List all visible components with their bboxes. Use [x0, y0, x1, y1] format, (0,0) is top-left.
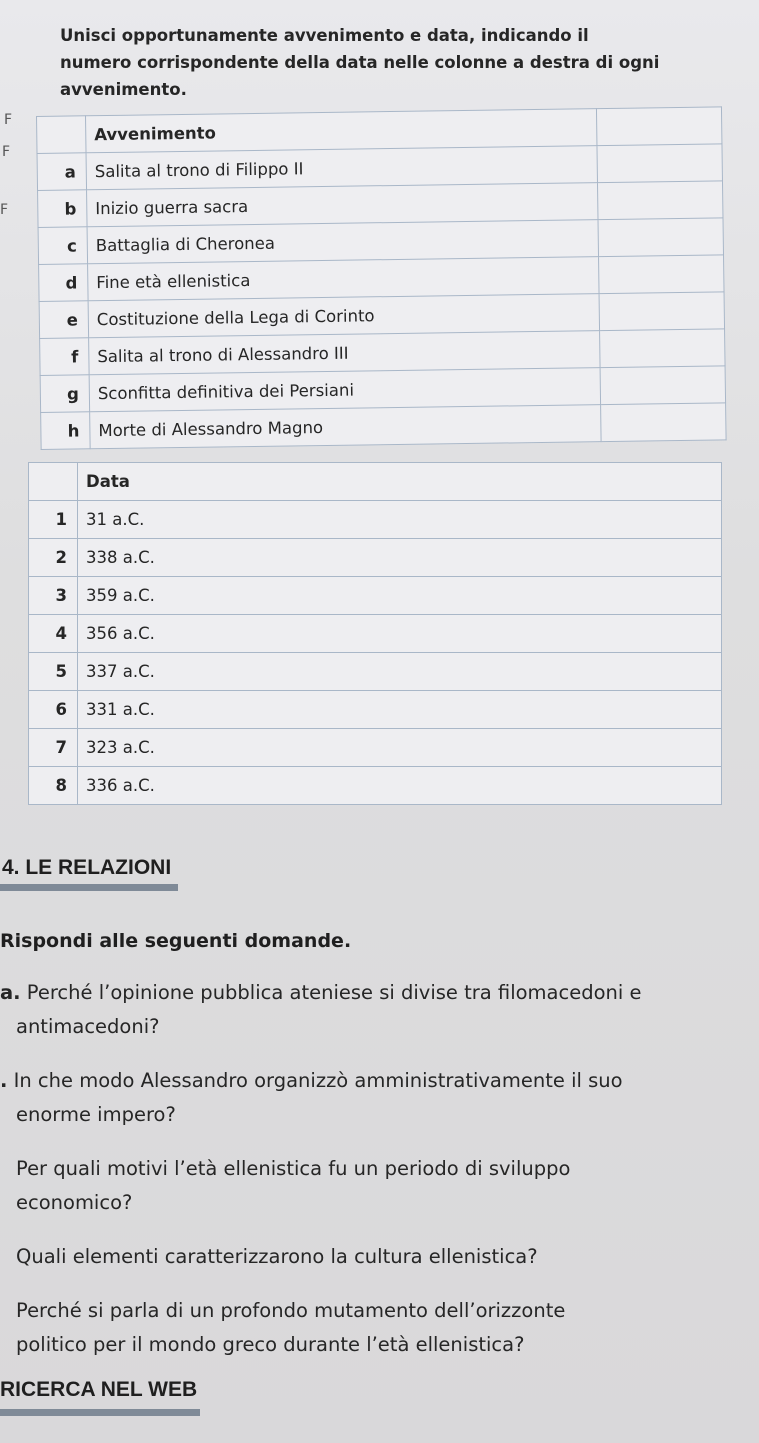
table-row [29, 729, 722, 767]
dates-table [28, 462, 722, 805]
row-text: Salita al trono di Filippo II [86, 146, 597, 190]
row-key: 7 [29, 729, 78, 767]
row-text: 331 a.C. [78, 691, 722, 729]
row-key: e [39, 301, 89, 339]
answer-slot[interactable] [596, 107, 722, 146]
row-key: 4 [29, 615, 78, 653]
header-empty-cell [29, 463, 78, 501]
question-item [0, 1294, 750, 1362]
instruction-line: numero corrispondente della data nelle colonne a destra di ogni [60, 53, 660, 72]
answer-slot[interactable] [597, 144, 723, 183]
margin-mark: F [2, 144, 11, 160]
row-text: Battaglia di Cheronea [87, 220, 598, 264]
answer-slot[interactable] [599, 255, 725, 294]
section-underline [0, 1409, 200, 1416]
table-row [29, 539, 722, 577]
row-text: Costituzione della Lega di Corinto [88, 294, 599, 338]
row-key: g [40, 375, 90, 413]
row-key: d [39, 264, 89, 302]
row-text: 356 a.C. [78, 615, 722, 653]
row-key: f [40, 338, 90, 376]
question-line: antimacedoni? [16, 1015, 160, 1038]
table-row [29, 767, 722, 805]
margin-mark: F [4, 112, 13, 128]
row-text: Fine età ellenistica [88, 257, 599, 301]
row-key: 2 [29, 539, 78, 577]
row-text: 359 a.C. [78, 577, 722, 615]
events-table [36, 106, 727, 450]
table-row [29, 501, 722, 539]
row-text: Salita al trono di Alessandro III [89, 331, 600, 375]
margin-mark: F [0, 202, 9, 218]
answer-slot[interactable] [598, 218, 724, 257]
question-label: . [0, 1069, 8, 1092]
question-line: Quali elementi caratterizzarono la cultura ellenistica? [16, 1245, 538, 1268]
row-text: 338 a.C. [78, 539, 722, 577]
answer-slot[interactable] [597, 181, 723, 220]
table-row [29, 577, 722, 615]
row-key: 5 [29, 653, 78, 691]
question-line: politico per il mondo greco durante l’età ellenistica? [16, 1333, 525, 1356]
question-item [0, 1064, 750, 1132]
exercise-instruction [60, 22, 740, 103]
instruction-line: avvenimento. [60, 80, 187, 99]
row-key: 3 [29, 577, 78, 615]
section-title-relazioni: 4. LE RELAZIONI [2, 856, 172, 879]
row-key: 6 [29, 691, 78, 729]
section-underline [0, 884, 178, 891]
instruction-line: Unisci opportunamente avvenimento e data, indicando il [60, 26, 589, 45]
row-text: 337 a.C. [78, 653, 722, 691]
question-item [0, 1152, 750, 1220]
question-line: In che modo Alessandro organizzò amministrativamente il suo [13, 1069, 623, 1092]
row-text: Sconfitta definitiva dei Persiani [89, 368, 600, 412]
dates-header: Data [78, 463, 722, 501]
answer-slot[interactable] [600, 329, 726, 368]
answer-slot[interactable] [600, 366, 726, 405]
table-row [29, 691, 722, 729]
row-text: 323 a.C. [78, 729, 722, 767]
section-title-web: RICERCA NEL WEB [0, 1378, 198, 1401]
row-key: b [38, 190, 88, 228]
question-item [0, 976, 750, 1044]
row-text: Inizio guerra sacra [87, 183, 598, 227]
table-row [29, 653, 722, 691]
row-text: 336 a.C. [78, 767, 722, 805]
row-key: 1 [29, 501, 78, 539]
question-line: economico? [16, 1191, 133, 1214]
question-line: Per quali motivi l’età ellenistica fu un periodo di sviluppo [16, 1157, 571, 1180]
row-key: 8 [29, 767, 78, 805]
row-key: h [41, 412, 91, 450]
questions-list [0, 976, 750, 1382]
answer-slot[interactable] [601, 403, 727, 442]
header-empty-cell [37, 116, 87, 154]
question-label: a. [0, 981, 21, 1004]
dates-header-row [29, 463, 722, 501]
question-item [0, 1240, 750, 1274]
table-row [29, 615, 722, 653]
row-text: 31 a.C. [78, 501, 722, 539]
row-text: Morte di Alessandro Magno [90, 405, 601, 449]
question-line: enorme impero? [16, 1103, 176, 1126]
row-key: c [38, 227, 88, 265]
question-line: Perché l’opinione pubblica ateniese si divise tra filomacedoni e [26, 981, 642, 1004]
questions-subtitle: Rispondi alle seguenti domande. [0, 930, 352, 952]
row-key: a [37, 153, 87, 191]
events-header: Avvenimento [86, 109, 597, 153]
question-line: Perché si parla di un profondo mutamento dell’orizzonte [16, 1299, 566, 1322]
answer-slot[interactable] [599, 292, 725, 331]
